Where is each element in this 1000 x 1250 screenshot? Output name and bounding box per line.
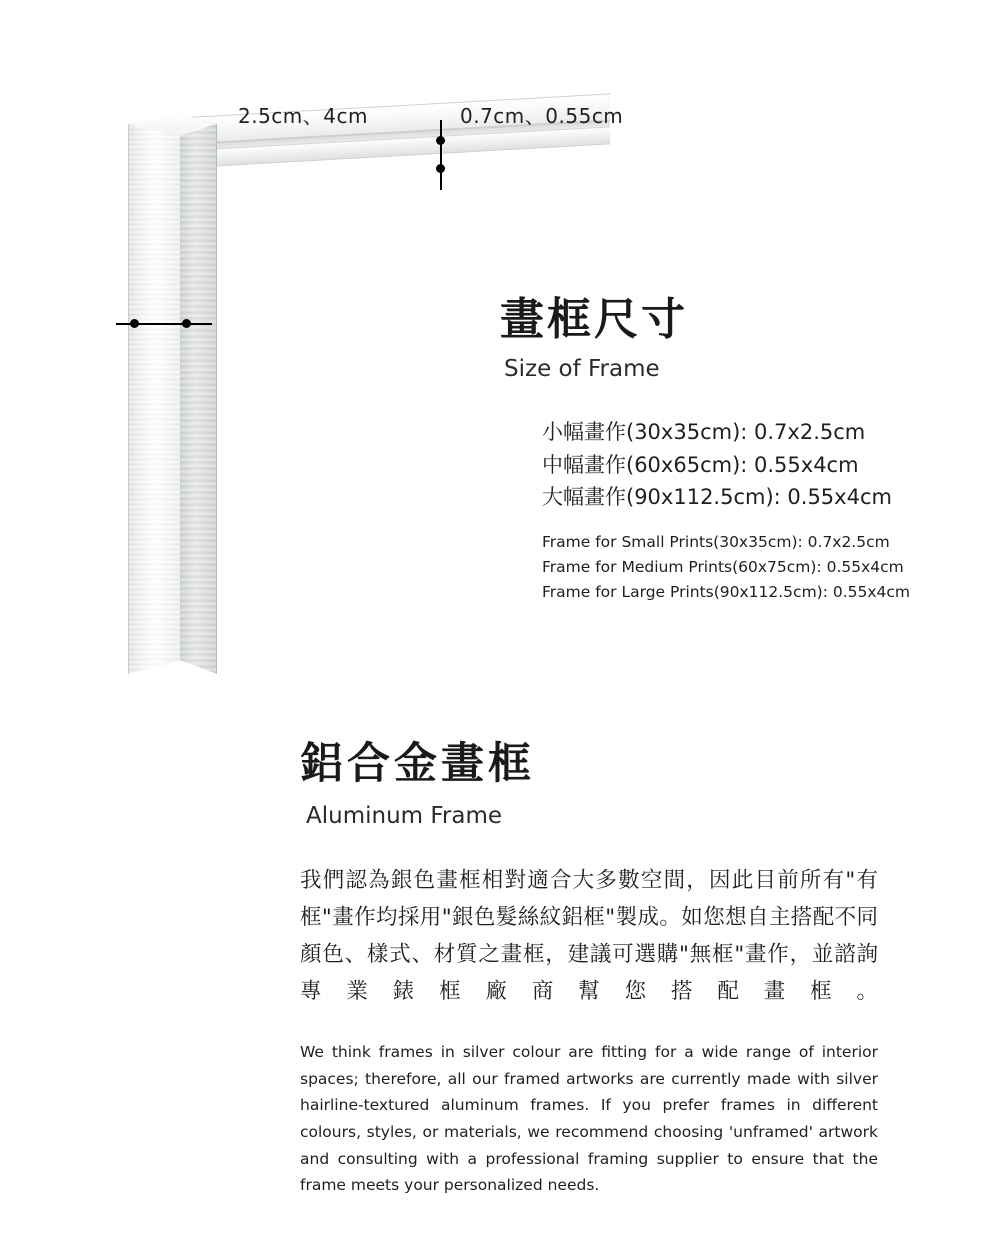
- dimension-label-thickness: 0.7cm、0.55cm: [460, 104, 624, 128]
- aluminum-paragraph-chinese: 我們認為銀色畫框相對適合大多數空間，因此目前所有"有框"畫作均採用"銀色髮絲紋鋁框"製成。如您想自主搭配不同顏色、樣式、材質之畫框，建議可選購"無框"畫作，並諮詢專業錶框廠商幫您搭配畫框。: [300, 868, 878, 1004]
- dimension-marker-thickness: [428, 120, 454, 190]
- frame-left-arm: [128, 114, 216, 674]
- aluminum-heading-chinese: 鋁合金畫框: [300, 739, 535, 789]
- dimension-label-width: 2.5cm、4cm: [238, 104, 368, 128]
- list-item: Frame for Small Prints(30x35cm): 0.7x2.5cm: [542, 533, 890, 552]
- list-item: Frame for Large Prints(90x112.5cm): 0.55x4cm: [542, 583, 911, 602]
- aluminum-frame-section: [300, 730, 878, 1199]
- size-heading-english: Size of Frame: [504, 356, 660, 383]
- list-item: Frame for Medium Prints(60x75cm): 0.55x4cm: [542, 558, 904, 577]
- list-item: 中幅畫作(60x65cm): 0.55x4cm: [542, 452, 859, 477]
- aluminum-heading-english: Aluminum Frame: [306, 803, 503, 829]
- dimension-marker-width: [116, 312, 212, 336]
- size-list-chinese: [502, 416, 920, 514]
- dimension-dot-top: [436, 136, 445, 145]
- frame-left-inner-face: [180, 114, 217, 674]
- dimension-line-vertical: [440, 120, 442, 190]
- dimension-dot-bottom: [436, 164, 445, 173]
- list-item: 大幅畫作(90x112.5cm): 0.55x4cm: [542, 485, 892, 510]
- size-heading-chinese: 畫框尺寸: [500, 294, 688, 345]
- frame-left-outer-face: [128, 114, 182, 674]
- dimension-dot-left: [130, 319, 139, 328]
- aluminum-paragraph-english: We think frames in silver colour are fitting for a wide range of interior spaces; therefore, all our framed artworks are currently made with silver hairline-textured aluminum frames. If you prefer frames in different colours, styles, or materials, we recommend choosing 'unframed' artwork and consulting with a professional framing supplier to ensure that the frame meets your personalized needs.: [300, 1042, 878, 1195]
- list-item: 小幅畫作(30x35cm): 0.7x2.5cm: [542, 420, 866, 445]
- size-list-english: [502, 530, 920, 605]
- size-of-frame-section: [500, 296, 920, 605]
- dimension-dot-right: [182, 319, 191, 328]
